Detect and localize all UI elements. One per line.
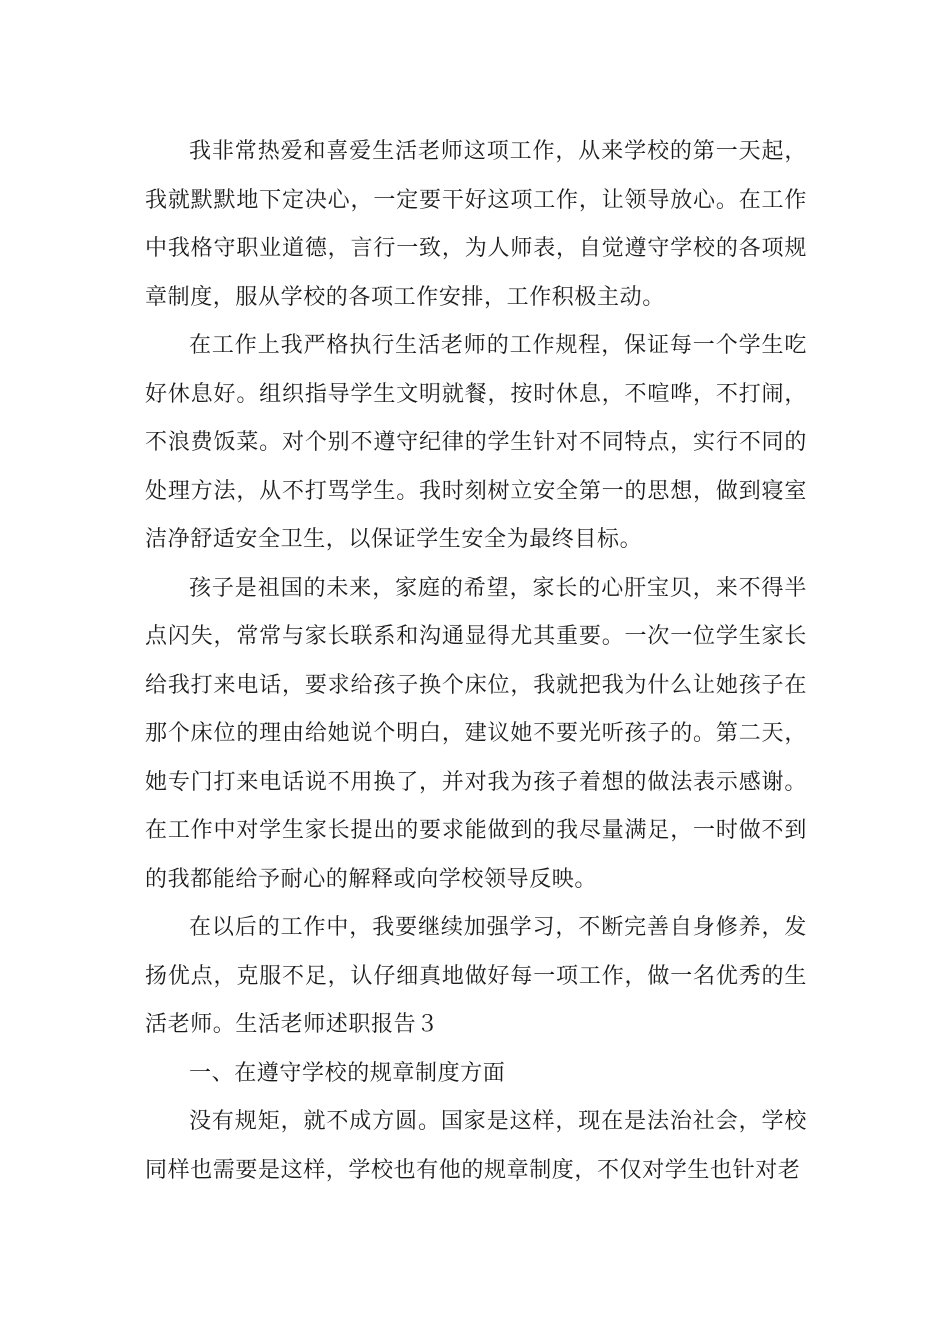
paragraph-2: 在工作上我严格执行生活老师的工作规程，保证每一个学生吃好休息好。组织指导学生文明就餐，按时休息，不喧哗，不打闹，不浪费饭菜。对个别不遵守纪律的学生针对不同特点，实行不同的处理方法，从不打骂学生。我时刻树立安全第一的思想，做到寝室洁净舒适安全卫生，以保证学生安全为最终目标。 (145, 333, 807, 552)
section-heading: 一、在遵守学校的规章制度方面 (189, 1060, 506, 1086)
paragraph-3: 孩子是祖国的未来，家庭的希望，家长的心肝宝贝，来不得半点闪失，常常与家长联系和沟通显得尤其重要。一次一位学生家长给我打来电话，要求给孩子换个床位，我就把我为什么让她孩子在那个床位的理由给她说个明白，建议她不要光听孩子的。第二天，她专门打来电话说不用换了，并对我为孩子着想的做法表示感谢。在工作中对学生家长提出的要求能做到的我尽量满足，一时做不到的我都能给予耐心的解释或向学校领导反映。 (145, 575, 807, 892)
paragraph-1: 我非常热爱和喜爱生活老师这项工作，从来学校的第一天起，我就默默地下定决心，一定要干好这项工作，让领导放心。在工作中我格守职业道德，言行一致，为人师表，自觉遵守学校的各项规章制度，服从学校的各项工作安排，工作积极主动。 (145, 139, 807, 310)
paragraph-5: 没有规矩，就不成方圆。国家是这样，现在是法治社会，学校同样也需要是这样，学校也有他的规章制度，不仅对学生也针对老 (145, 1109, 807, 1183)
document-body (145, 128, 807, 1195)
paragraph-4: 在以后的工作中，我要继续加强学习，不断完善自身修养，发扬优点，克服不足，认仔细真地做好每一项工作，做一名优秀的生活老师。生活老师述职报告３ (145, 915, 807, 1037)
